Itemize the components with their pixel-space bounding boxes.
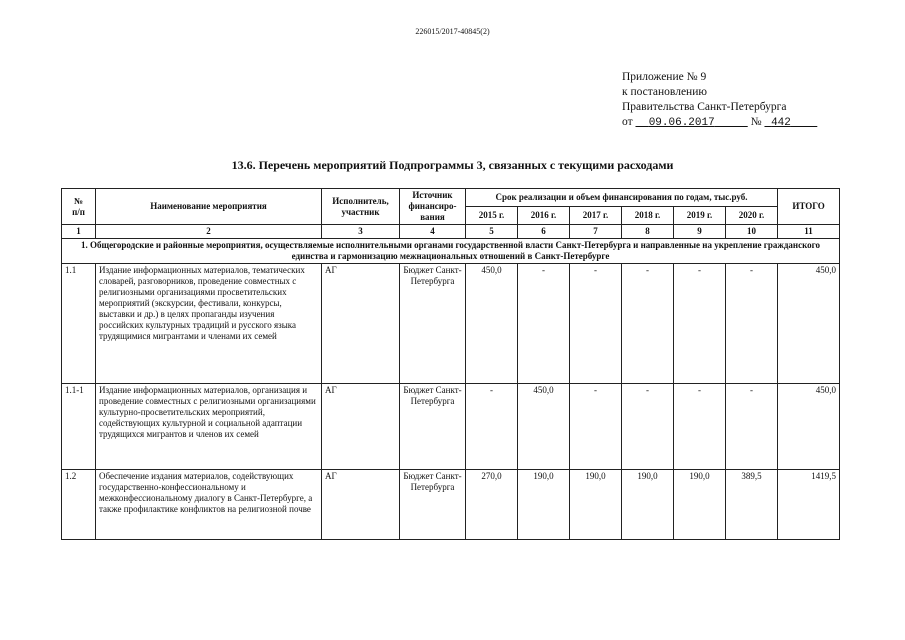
column-number: 3 <box>322 225 400 239</box>
column-number: 8 <box>622 225 674 239</box>
number-prefix: № <box>750 116 762 128</box>
year-value: 450,0 <box>518 384 570 470</box>
year-value: 190,0 <box>518 470 570 540</box>
page-title: 13.6. Перечень мероприятий Подпрограммы 3, связанных с текущими расходами <box>231 158 674 172</box>
executor: АГ <box>322 384 400 470</box>
measure-name: Издание информационных материалов, организация и проведение совместных с религиозными организациями культурно-просветительских мероприятий, содействующих культурной и социальной адаптации трудящихся мигрантов и членов их семей <box>96 384 322 470</box>
column-number: 6 <box>518 225 570 239</box>
header-year: 2015 г. <box>466 207 518 225</box>
executor: АГ <box>322 264 400 384</box>
year-value: 190,0 <box>674 470 726 540</box>
year-value: - <box>518 264 570 384</box>
table-row <box>62 470 840 540</box>
row-total: 1419,5 <box>778 470 840 540</box>
column-number: 2 <box>96 225 322 239</box>
column-number: 7 <box>570 225 622 239</box>
header-year: 2020 г. <box>726 207 778 225</box>
decree-date: 09.06.2017 <box>648 117 715 129</box>
column-number: 4 <box>400 225 466 239</box>
year-value: - <box>726 264 778 384</box>
header-year: 2018 г. <box>622 207 674 225</box>
appendix-line-3: Правительства Санкт-Петербурга <box>622 101 787 113</box>
header-source: Источник финансиро-вания <box>400 189 466 225</box>
document-id: 226015/2017-40845(2) <box>415 27 490 36</box>
funding-source: Бюджет Санкт-Петербурга <box>400 264 466 384</box>
funding-source: Бюджет Санкт-Петербурга <box>400 384 466 470</box>
year-value: - <box>674 384 726 470</box>
appendix-block <box>622 70 817 131</box>
year-value: - <box>726 384 778 470</box>
header-year: 2017 г. <box>570 207 622 225</box>
appendix-date-line <box>622 115 817 131</box>
row-number: 1.1-1 <box>62 384 96 470</box>
row-number: 1.2 <box>62 470 96 540</box>
executor: АГ <box>322 470 400 540</box>
measure-name: Издание информационных материалов, тематических словарей, разговорников, проведение совместных с религиозными организациями просветительских мероприятий (экскурсии, фестивали, конкурсы, выставки и др.) в целях пропаганды изучения российских культурных традиций и русского языка трудящимися мигрантами и членами их семей <box>96 264 322 384</box>
row-total: 450,0 <box>778 264 840 384</box>
year-value: 389,5 <box>726 470 778 540</box>
header-name: Наименование мероприятия <box>96 189 322 225</box>
year-value: - <box>622 264 674 384</box>
measures-table <box>61 188 840 540</box>
column-number: 11 <box>778 225 840 239</box>
year-value: 190,0 <box>622 470 674 540</box>
header-period: Срок реализации и объем финансирования по годам, тыс.руб. <box>466 189 778 207</box>
header-year: 2019 г. <box>674 207 726 225</box>
header-executor: Исполнитель, участник <box>322 189 400 225</box>
year-value: - <box>622 384 674 470</box>
table-row <box>62 264 840 384</box>
year-value: - <box>570 264 622 384</box>
header-year: 2016 г. <box>518 207 570 225</box>
year-value: 190,0 <box>570 470 622 540</box>
year-value: - <box>674 264 726 384</box>
column-number: 10 <box>726 225 778 239</box>
funding-source: Бюджет Санкт-Петербурга <box>400 470 466 540</box>
header-num: № п/п <box>62 189 96 225</box>
date-prefix: от <box>622 116 633 128</box>
measure-name: Обеспечение издания материалов, содействующих государственно-конфессиональному и межконфессиональному диалогу в Санкт-Петербурге, а также профилактике конфликтов на религиозной почве <box>96 470 322 540</box>
year-value: 450,0 <box>466 264 518 384</box>
row-total: 450,0 <box>778 384 840 470</box>
year-value: - <box>570 384 622 470</box>
year-value: 270,0 <box>466 470 518 540</box>
appendix-line-2: к постановлению <box>622 86 707 98</box>
column-number: 1 <box>62 225 96 239</box>
row-number: 1.1 <box>62 264 96 384</box>
table-row <box>62 384 840 470</box>
header-total: ИТОГО <box>778 189 840 225</box>
column-number: 5 <box>466 225 518 239</box>
appendix-line-1: Приложение № 9 <box>622 71 707 83</box>
column-number: 9 <box>674 225 726 239</box>
decree-number: 442 <box>771 117 791 129</box>
year-value: - <box>466 384 518 470</box>
section-heading: 1. Общегородские и районные мероприятия, осуществляемые исполнительными органами государственной власти Санкт-Петербурга и направленные на укрепление гражданского единства и гармонизацию межнациональных отношений в Санкт-Петербурге <box>62 239 840 264</box>
